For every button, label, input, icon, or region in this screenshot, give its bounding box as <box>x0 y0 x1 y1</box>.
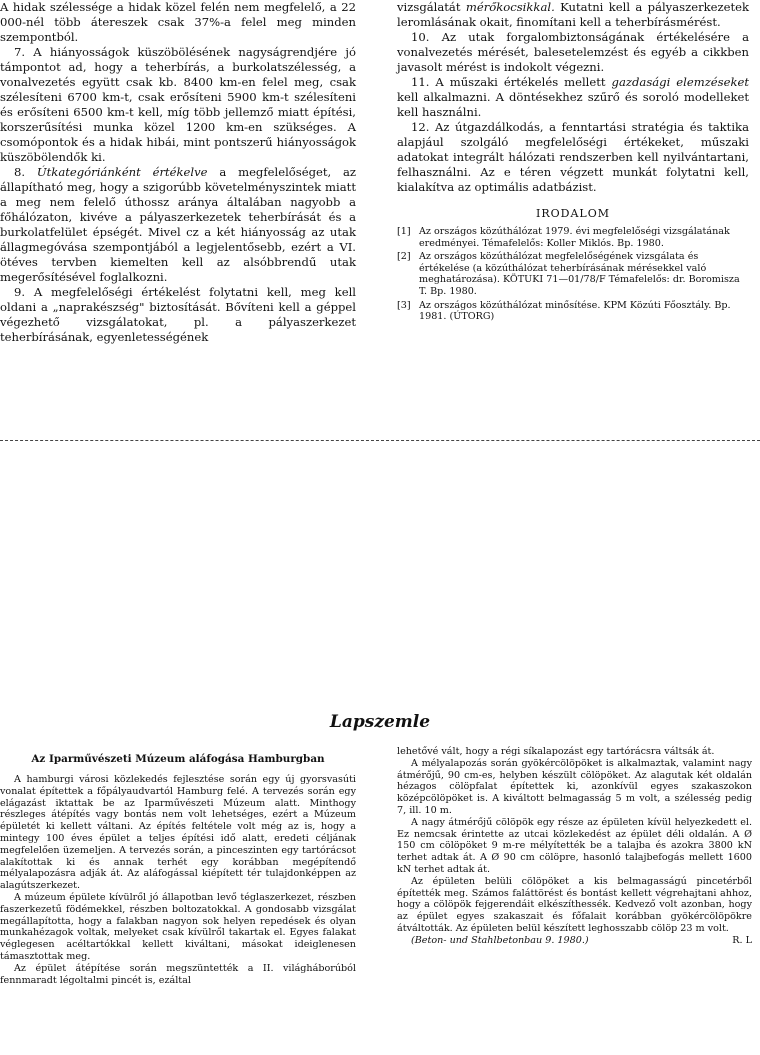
paragraph-8 <box>0 165 356 285</box>
paragraph-11 <box>397 75 749 120</box>
paragraph-8-rest: a megfelelőséget, az állapítható meg, hogy a szigorúbb követelményszintek miatt a meg nem felelő úthossz aránya általában nagyobb a főhálózaton, kivéve a pályaszerkezetek teherbírását és a burkolatfelület épségét. Mivel cz a két hiányosság az utak állagmegóvása szempontjából a legjelentősebb, ezért a VI. ötéves tervben kiemelten kell az alsóbbrendű utak megerősítésével foglalkozni. <box>0 165 357 284</box>
section-divider <box>0 440 760 441</box>
paragraph-bridge-width: A hidak szélessége a hidak közel felén nem megfelelő, a 22 000-nél több átereszek csak 37%-a felel meg minden szempontból. <box>0 0 356 44</box>
paragraph-11-lead: 11. A műszaki értékelés mellett <box>411 75 606 89</box>
top-left-column <box>0 0 356 345</box>
article-right-column <box>397 746 752 947</box>
reference-item <box>397 226 749 249</box>
article-paragraph: A hamburgi városi közlekedés fejlesztése során egy új gyorsvasúti vonalat építettek a főpályaudvartól Hamburg felé. A tervezés során egy elágazást iktattak be az Iparművészeti Múzeum alatt. Minthogy részleges átépítés vagy bontás nem volt lehetséges, ezért a Múzeum épületét ki kellett váltani. Az építés feltétele volt még az is, hogy a mintegy 100 éves épület a teljes építési idő alatt, eredeti céljának megfelelően üzemeljen. A tervezés során, a pinceszinten egy tartórácsot alakítottak ki és annak terhét egy korábban megépítendő mélyalapozásra adják át. Az aláfogással kiépített tér tulajdonképpen az alagútszerkezet. <box>0 774 356 892</box>
reference-number: [3] <box>397 299 411 311</box>
paragraph-8-lead: 8. <box>14 165 26 179</box>
article-paragraph: Az épületen belüli cölöpöket a kis belmagasságú pincetérből építették meg. Számos faláttörést és bontást kellett végrehajtani ahhoz, hogy a cölöpök fejgerendáit elkészíthessék. Kedvező volt azonban, hogy az épület egyes szakaszait és főfalait korábban gyökércölöpökre átváltották. Az épületen belül készített leghosszabb cölöp 23 m volt. <box>397 875 752 934</box>
paragraph-9-cont-lead: vizsgálatát <box>397 0 461 14</box>
paragraph-11-emphasis: gazdasági elemzéseket <box>611 75 750 89</box>
paragraph-9-cont-rest: Kutatni kell a pályaszerkezetek leromlásának okait, finomítani kell a teherbírásmérést. <box>397 0 750 29</box>
article-paragraph: lehetővé vált, hogy a régi síkalapozást egy tartórácsra váltsák át. <box>397 746 715 757</box>
top-right-column <box>397 0 749 325</box>
references-heading: IRODALOM <box>536 207 610 220</box>
paragraph-9-continued <box>397 0 749 30</box>
paragraph-11-rest: kell alkalmazni. A döntésekhez szűrő és soroló modelleket kell használni. <box>397 90 749 119</box>
article-author: R. L <box>732 934 752 946</box>
reference-item <box>397 300 749 323</box>
article-paragraph: Az épület átépítése során megszüntették a II. világháborúból fennmaradt légoltalmi pincét is, ezáltal <box>0 962 356 986</box>
reference-text: Az országos közúthálózat minősítése. KPM Közúti Főosztály. Bp. 1981. (ÚTORG) <box>419 299 731 323</box>
paragraph-7: 7. A hiányosságok küszöbölésének nagyságrendjére jó támpontot ad, hogy a teherbírás, a burkolatszélesség, a vonalvezetés együtt csak kb. 8400 km-en felel meg, csak szélesíteni 6700 km-t, csak erősíteni 5900 km-t szélesíteni és erősíteni 6500 km-t kell, míg több jellemző miatt építési, korszerűsítési munka közel 1200 km-en szükséges. A csomópontok és a hidak hibái, mint pontszerű hiányosságok küszöbölendők ki. <box>0 45 356 164</box>
paragraph-9-cont-emphasis: mérőkocsikkal. <box>465 0 555 14</box>
paragraph-8-emphasis: Útkategóriánként értékelve <box>36 165 208 179</box>
article-paragraph: A nagy átmérőjű cölöpök egy része az épületen kívül helyezkedett el. Ez nemcsak érintette az utcai közlekedést az épület déli oldalán. A Ø 150 cm cölöpöket 9 m-re mélyítették be a talajba és azokra 3800 kN terhet adtak át. A Ø 90 cm cölöpre, hasonló talajbefogás mellett 1600 kN terhet adtak át. <box>397 816 752 875</box>
reference-item <box>397 251 749 297</box>
reference-number: [1] <box>397 226 411 237</box>
article-title: Az Iparművészeti Múzeum aláfogása Hamburgban <box>31 753 325 765</box>
article-paragraph: A múzeum épülete kívülről jó állapotban levő téglaszerkezet, részben faszerkezetű födémekkel, részben boltozatokkal. A gondosabb vizsgálat megállapította, hogy a falakban nagyon sok helyen repedések és olyan munkahézagok voltak, melyeket csak kívülről takartak el. Egyes falakat véglegesen acéltartókkal kellett kiváltani, másokat ideiglenesen támasztottak meg. <box>0 891 356 962</box>
paragraph-9: 9. A megfelelőségi értékelést folytatni kell, meg kell oldani a „naprakészség" biztosítását. Bővíteni kell a géppel végezhető vizsgálatokat, pl. a pályaszerkezet teherbírásának, egyenletességének <box>0 285 356 344</box>
paragraph-10: 10. Az utak forgalombiztonságának értékelésére a vonalvezetés mérését, balesetelemzést és egyéb a cikkben javasolt mérést is indokolt végezni. <box>397 30 749 74</box>
article-source: (Beton- und Stahlbetonbau 9. 1980.) <box>411 934 589 946</box>
article-left-column <box>0 753 356 986</box>
section-title: Lapszemle <box>329 712 431 732</box>
reference-text: Az országos közúthálózat 1979. évi megfelelőségi vizsgálatának eredményei. Témafelelős: Koller Miklós. Bp. 1980. <box>419 226 730 249</box>
article-signoff <box>397 935 752 947</box>
paragraph-12: 12. Az útgazdálkodás, a fenntartási stratégia és taktika alapjául szolgáló megfelelőségi értékeket, műszaki adatokat integrált hálózati rendszerben kell nyilvántartani, felhasználni. Az e téren végzett munkát folytatni kell, kialakítva az optimális adatbázist. <box>397 120 749 194</box>
reference-text: Az országos közúthálózat megfelelőségének vizsgálata és értékelése (a közúthálózat teherbírásának mérésekkel való meghatározása). KÖTUKI 71—01/78/F Témafelelős: dr. Boromisza T. Bp. 1980. <box>419 251 740 297</box>
article-paragraph: A mélyalapozás során gyökércölöpöket is alkalmaztak, valamint nagy átmérőjű, 90 cm-es, helyben készült cölöpöket. Az alagutak két oldalán hézagos cölöpfalat építettek ki, azonkívül egyes szakaszokon középcölöpöket is. A kiváltott belmagasság 5 m volt, a szélesség pedig 7, ill. 10 m. <box>397 757 752 816</box>
reference-number: [2] <box>397 251 411 263</box>
